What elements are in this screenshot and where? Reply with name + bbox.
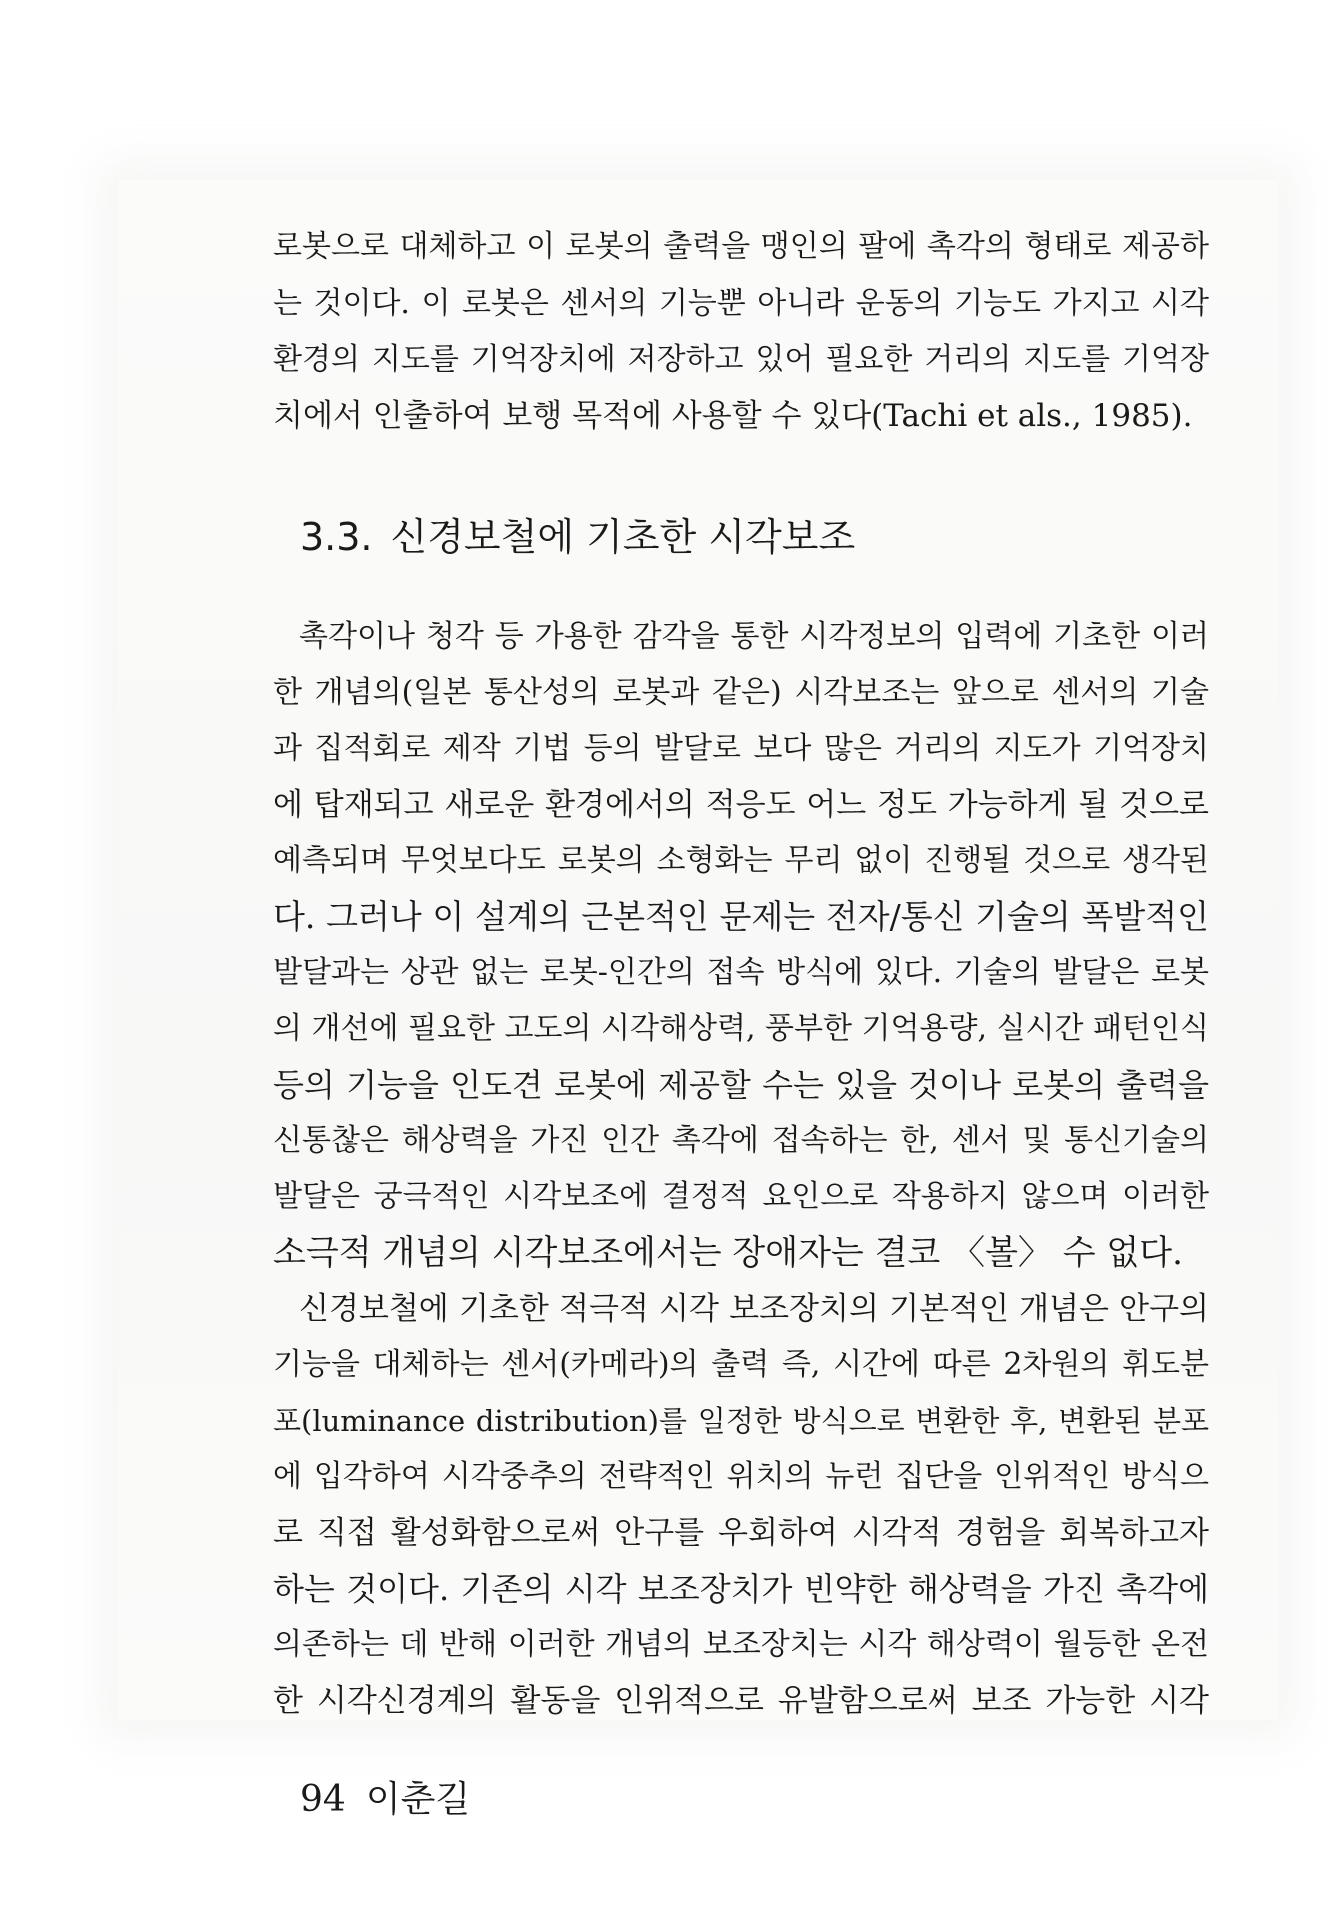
page-footer <box>300 1776 470 1824</box>
paragraph-3-line: 기능을 대체하는 센서(카메라)의 출력 즉, 시간에 따른 2차원의 휘도분 <box>273 1347 1209 1382</box>
paragraph-2-line: 과 집적회로 제작 기법 등의 발달로 보다 많은 거리의 지도가 기억장치 <box>273 731 1209 766</box>
paragraph-2-line: 한 개념의(일본 통산성의 로봇과 같은) 시각보조는 앞으로 센서의 기술 <box>273 675 1209 710</box>
section-heading <box>300 512 855 562</box>
paragraph-3-line: 하는 것이다. 기존의 시각 보조장치가 빈약한 해상력을 가진 촉각에 <box>273 1570 1209 1608</box>
paragraph-1-line: 는 것이다. 이 로봇은 센서의 기능뿐 아니라 운동의 기능도 가지고 시각 <box>273 286 1209 321</box>
paragraph-1-line: 로봇으로 대체하고 이 로봇의 출력을 맹인의 팔에 촉각의 형태로 제공하 <box>273 229 1209 264</box>
paragraph-2-line: 등의 기능을 인도견 로봇에 제공할 수는 있을 것이나 로봇의 출력을 <box>273 1066 1209 1104</box>
paragraph-1-line: 치에서 인출하여 보행 목적에 사용할 수 있다(Tachi et als., 1985). <box>273 398 1193 434</box>
paragraph-1-line: 환경의 지도를 기억장치에 저장하고 있어 필요한 거리의 지도를 기억장 <box>273 342 1209 377</box>
paragraph-3-line: 한 시각신경계의 활동을 인위적으로 유발함으로써 보조 가능한 시각 <box>273 1683 1209 1719</box>
paragraph-2-line: 에 탑재되고 새로운 환경에서의 적응도 어느 정도 가능하게 될 것으로 <box>273 787 1209 823</box>
paragraph-3-line: 에 입각하여 시각중추의 전략적인 위치의 뉴런 집단을 인위적인 방식으 <box>273 1459 1209 1494</box>
page-number: 94 <box>300 1779 346 1820</box>
author-name: 이춘길 <box>365 1779 471 1820</box>
paragraph-3-line: 포(luminance distribution)를 일정한 방식으로 변환한 후, 변환된 분포 <box>273 1404 1209 1438</box>
paragraph-3-line: 의존하는 데 반해 이러한 개념의 보조장치는 시각 해상력이 월등한 온전 <box>273 1627 1209 1662</box>
paragraph-2-line: 의 개선에 필요한 고도의 시각해상력, 풍부한 기억용량, 실시간 패턴인식 <box>273 1011 1209 1046</box>
paragraph-2-line: 다. 그러나 이 설계의 근본적인 문제는 전자/통신 기술의 폭발적인 <box>273 897 1209 936</box>
paragraph-3-line: 신경보철에 기초한 적극적 시각 보조장치의 기본적인 개념은 안구의 <box>299 1291 1209 1327</box>
paragraph-3-line: 로 직접 활성화함으로써 안구를 우회하여 시각적 경험을 회복하고자 <box>273 1515 1209 1551</box>
paragraph-2-line: 발달과는 상관 없는 로봇-인간의 접속 방식에 있다. 기술의 발달은 로봇 <box>273 955 1209 990</box>
paragraph-2-line: 촉각이나 청각 등 가용한 감각을 통한 시각정보의 입력에 기초한 이러 <box>299 619 1209 654</box>
section-title: 신경보철에 기초한 시각보조 <box>390 515 856 559</box>
paragraph-2-line: 예측되며 무엇보다도 로봇의 소형화는 무리 없이 진행될 것으로 생각된 <box>273 843 1209 878</box>
paragraph-2-line: 소극적 개념의 시각보조에서는 장애자는 결코 〈볼〉 수 없다. <box>273 1233 1183 1273</box>
paragraph-2-line: 발달은 궁극적인 시각보조에 결정적 요인으로 작용하지 않으며 이러한 <box>273 1179 1209 1214</box>
section-number: 3.3. <box>300 515 373 559</box>
paragraph-2-line: 신통찮은 해상력을 가진 인간 촉각에 접속하는 한, 센서 및 통신기술의 <box>273 1123 1209 1158</box>
